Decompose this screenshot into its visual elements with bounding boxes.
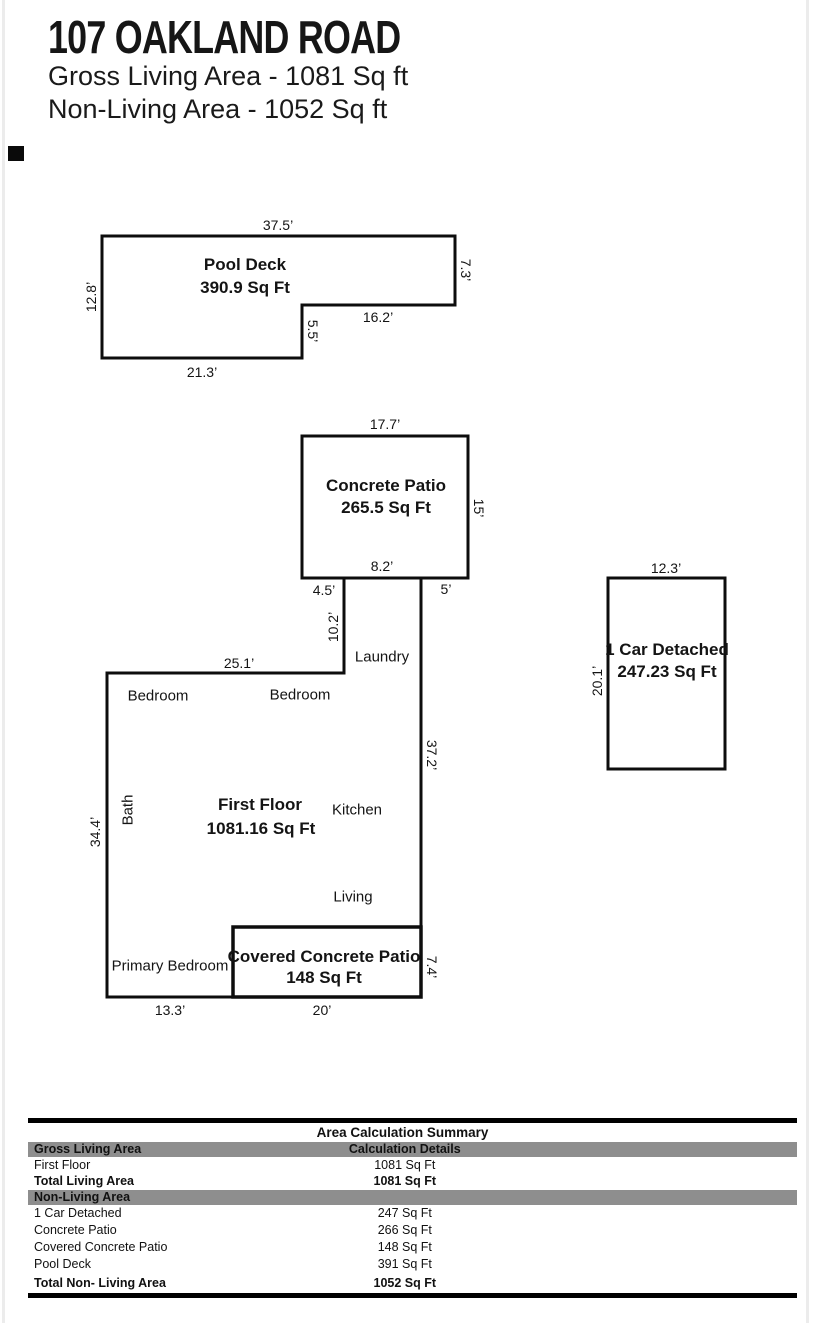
table-row-pool-deck: [28, 1256, 797, 1273]
page-title: 107 OAKLAND ROAD: [48, 11, 401, 63]
row-value: 1081 Sq Ft: [373, 1174, 437, 1188]
room-label-laundry: Laundry: [354, 648, 410, 666]
row-value: 1081 Sq Ft: [374, 1158, 436, 1172]
room-label-primary-bedroom: Primary Bedroom: [111, 957, 229, 975]
section-label: Non-Living Area: [34, 1190, 131, 1204]
pool-deck-dim-bottom: 21.3’: [186, 364, 218, 380]
concrete-patio-dim-gap-left: 4.5’: [312, 582, 336, 598]
garage-title: 1 Car Detached: [605, 640, 729, 659]
concrete-patio-dim-gap-right: 5’: [440, 581, 452, 597]
gross-living-area-subtitle: Gross Living Area - 1081 Sq ft: [48, 61, 409, 91]
first-floor-dim-left: 34.4’: [87, 816, 103, 848]
details-header: Calculation Details: [348, 1142, 461, 1156]
row-value: 1052 Sq Ft: [373, 1276, 437, 1290]
concrete-patio-dim-right: 15’: [471, 498, 487, 518]
table-row-first-floor: [28, 1157, 797, 1173]
section-label: Gross Living Area: [34, 1142, 142, 1156]
first-floor-dim-right: 37.2’: [424, 739, 440, 771]
row-label: 1 Car Detached: [34, 1206, 122, 1220]
pool-deck-dim-mid: 16.2’: [362, 309, 394, 325]
table-row-total-living-area: [28, 1173, 797, 1190]
table-section-non-living: [28, 1190, 797, 1205]
room-label-living: Living: [333, 888, 373, 906]
area-calculation-summary: [28, 1118, 797, 1298]
garage-dim-left: 20.1’: [589, 665, 605, 697]
pool-deck-area: 390.9 Sq Ft: [200, 278, 290, 297]
covered-patio-title: Covered Concrete Patio: [227, 947, 421, 966]
row-value: 391 Sq Ft: [377, 1257, 432, 1271]
concrete-patio-area: 265.5 Sq Ft: [341, 498, 431, 517]
row-label: Concrete Patio: [34, 1223, 117, 1237]
row-label: First Floor: [34, 1158, 91, 1172]
row-label: Covered Concrete Patio: [34, 1240, 168, 1254]
row-label: Total Living Area: [34, 1174, 135, 1188]
table-title: Area Calculation Summary: [316, 1125, 489, 1140]
table-section-gross-living: [28, 1142, 797, 1157]
row-label: Pool Deck: [34, 1257, 91, 1271]
table-bottom-bar: [28, 1293, 797, 1298]
covered-patio-area: 148 Sq Ft: [286, 968, 362, 987]
room-label-kitchen: Kitchen: [331, 801, 383, 819]
row-value: 247 Sq Ft: [377, 1206, 432, 1220]
covered-patio-dim-right: 7.4’: [424, 955, 440, 979]
pool-deck-title: Pool Deck: [203, 255, 287, 274]
first-floor-dim-bottom-left: 13.3’: [154, 1002, 186, 1018]
pool-deck-dim-top: 37.5’: [262, 217, 294, 233]
concrete-patio-title: Concrete Patio: [326, 476, 446, 495]
table-row-covered-concrete-patio: [28, 1239, 797, 1256]
pool-deck-dim-left: 12.8’: [83, 281, 99, 313]
row-value: 266 Sq Ft: [377, 1223, 432, 1237]
table-row-concrete-patio: [28, 1222, 797, 1239]
first-floor-dim-top: 25.1’: [223, 655, 255, 671]
row-value: 148 Sq Ft: [377, 1240, 432, 1254]
first-floor-area: 1081.16 Sq Ft: [206, 819, 316, 838]
room-label-bedroom-1: Bedroom: [127, 687, 189, 705]
first-floor-dim-connector: 10.2’: [325, 611, 341, 643]
non-living-area-subtitle: Non-Living Area - 1052 Sq ft: [48, 94, 388, 124]
concrete-patio-dim-bottom-inner: 8.2’: [370, 558, 394, 574]
room-label-bath: Bath: [119, 794, 137, 826]
first-floor-title: First Floor: [217, 795, 303, 814]
pool-deck-dim-notch: 5.5’: [305, 319, 321, 343]
pool-deck-dim-right: 7.3’: [458, 258, 474, 282]
concrete-patio-dim-top: 17.7’: [369, 416, 401, 432]
garage-area: 247.23 Sq Ft: [617, 662, 717, 681]
first-floor-dim-bottom-right: 20’: [312, 1002, 332, 1018]
table-row-total-non-living-area: [28, 1273, 797, 1293]
garage-dim-top: 12.3’: [650, 560, 682, 576]
row-label: Total Non- Living Area: [34, 1276, 166, 1290]
table-row-1-car-detached: [28, 1205, 797, 1222]
room-label-bedroom-2: Bedroom: [269, 686, 331, 704]
